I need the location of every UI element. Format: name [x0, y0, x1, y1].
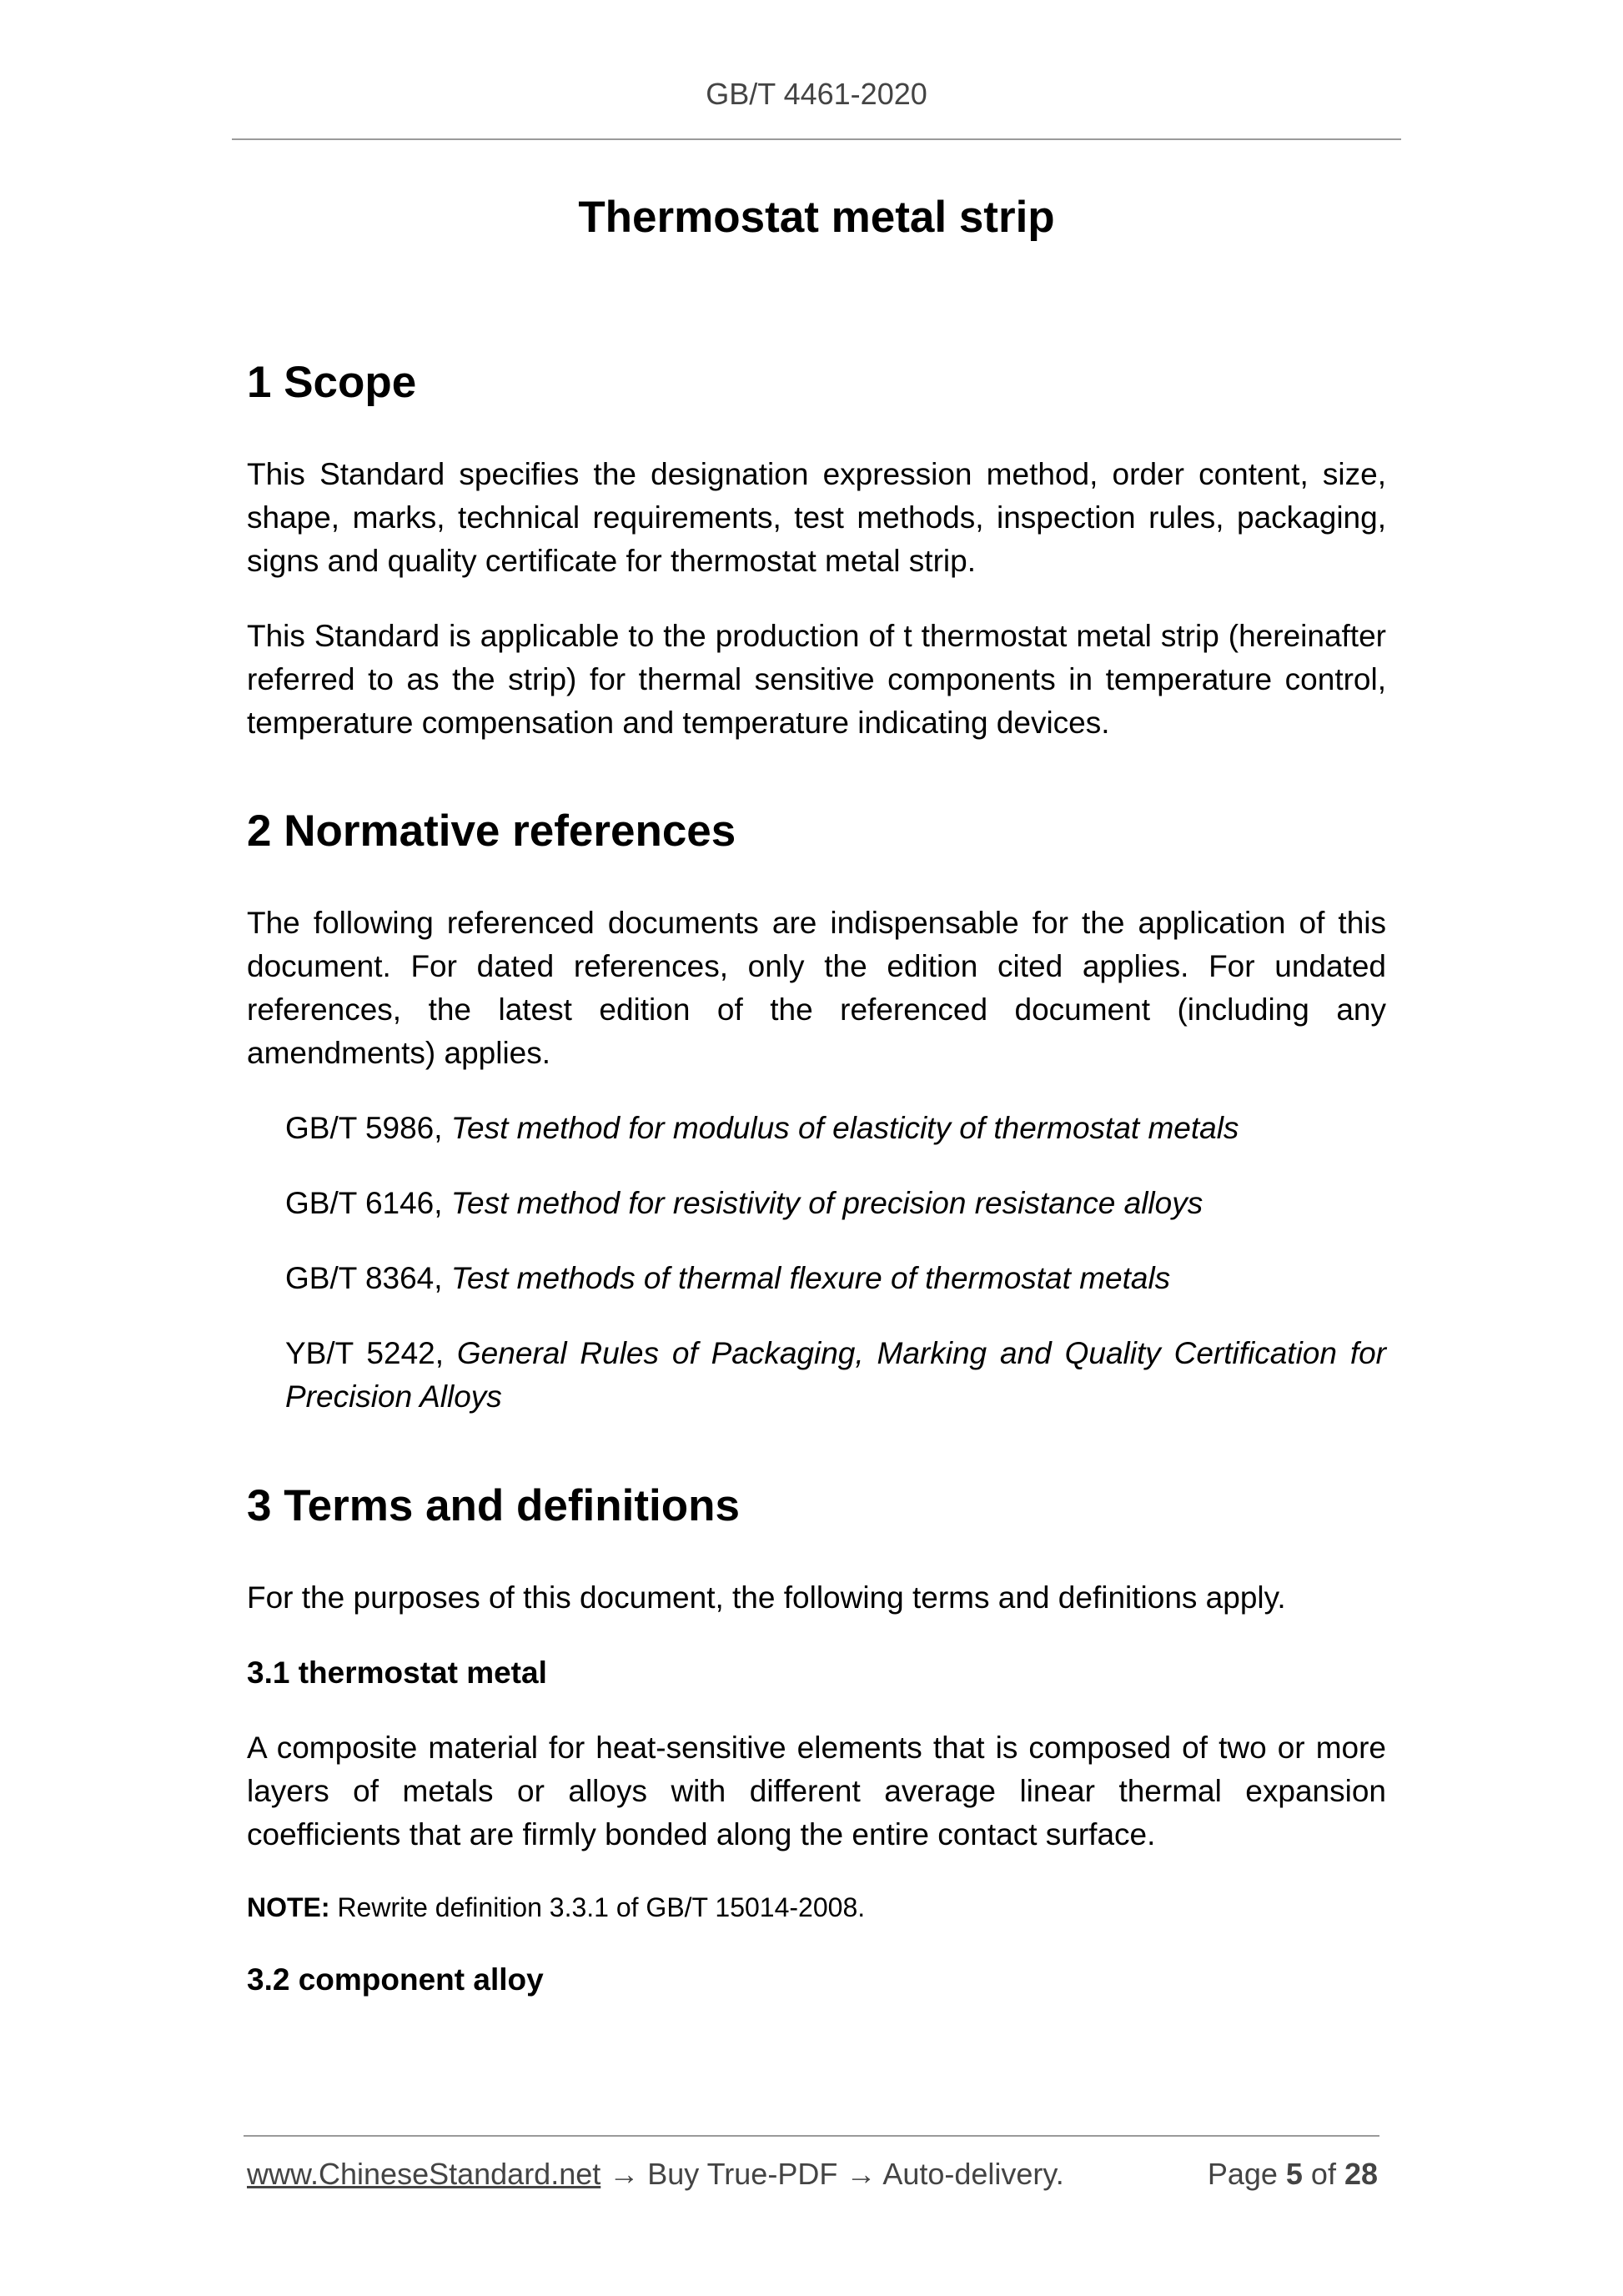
scope-paragraph-2: This Standard is applicable to the production of t thermostat metal strip (hereinafter referred to as the strip) for thermal sensitive components in temperature control, temperature compensation and temperature indicating devices.	[247, 619, 1386, 740]
reference-title: Test method for modulus of elasticity of thermostat metals	[450, 1111, 1239, 1145]
document-title: Thermostat metal strip	[578, 193, 1055, 242]
term-heading-component-alloy: 3.2 component alloy	[247, 1962, 544, 1997]
note-label: NOTE:	[247, 1892, 330, 1922]
page-of: of	[1302, 2157, 1344, 2191]
reference-code: GB/T 5986,	[285, 1111, 451, 1145]
reference-item	[285, 1332, 1386, 1419]
reference-item	[285, 1182, 1386, 1225]
reference-title: Test method for resistivity of precision resistance alloys	[450, 1186, 1203, 1220]
reference-item	[285, 1107, 1386, 1150]
reference-code: GB/T 6146,	[285, 1186, 451, 1220]
document-header-code: GB/T 4461-2020	[706, 77, 927, 111]
normative-paragraph: The following referenced documents are indispensable for the application of this document. For dated references, only the edition cited applies. For undated references, the latest edition of the referenced document (including any amendments) applies.	[247, 906, 1386, 1070]
section-heading-terms-and-definitions: 3 Terms and definitions	[247, 1481, 740, 1530]
terms-intro-paragraph: For the purposes of this document, the following terms and definitions apply.	[247, 1580, 1286, 1615]
page-current: 5	[1285, 2157, 1303, 2191]
footer-divider	[244, 2135, 1379, 2137]
term-definition-thermostat-metal: A composite material for heat-sensitive elements that is composed of two or more layers of metals or alloys with different average linear thermal expansion coefficients that are firmly bonded along the entire contact surface.	[247, 1731, 1386, 1851]
scope-paragraph-1: This Standard specifies the designation expression method, order content, size, shape, marks, technical requirements, test methods, inspection rules, packaging, signs and quality certificate for thermostat metal strip.	[247, 457, 1386, 578]
term-heading-thermostat-metal: 3.1 thermostat metal	[247, 1655, 547, 1690]
reference-code: GB/T 8364,	[285, 1261, 451, 1295]
note-text: Rewrite definition 3.3.1 of GB/T 15014-2008.	[329, 1892, 866, 1922]
page-total: 28	[1344, 2157, 1378, 2191]
reference-code: YB/T 5242,	[285, 1336, 457, 1370]
note	[247, 1888, 1386, 1927]
section-heading-scope: 1 Scope	[247, 358, 417, 407]
page-footer	[247, 2155, 1378, 2193]
page-number	[1208, 2155, 1378, 2193]
reference-title: Test methods of thermal flexure of thermostat metals	[450, 1261, 1171, 1295]
page-label: Page	[1207, 2157, 1286, 2191]
document-body	[247, 188, 1386, 2002]
header-divider	[232, 138, 1401, 140]
reference-item	[285, 1257, 1386, 1300]
section-heading-normative-references: 2 Normative references	[247, 806, 736, 856]
website-link[interactable]: www.ChineseStandard.net	[247, 2157, 601, 2191]
footer-tagline: → Buy True-PDF → Auto-delivery.	[600, 2157, 1064, 2191]
reference-title: General Rules of Packaging, Marking and Quality Certification for Precision Alloys	[285, 1336, 1386, 1414]
